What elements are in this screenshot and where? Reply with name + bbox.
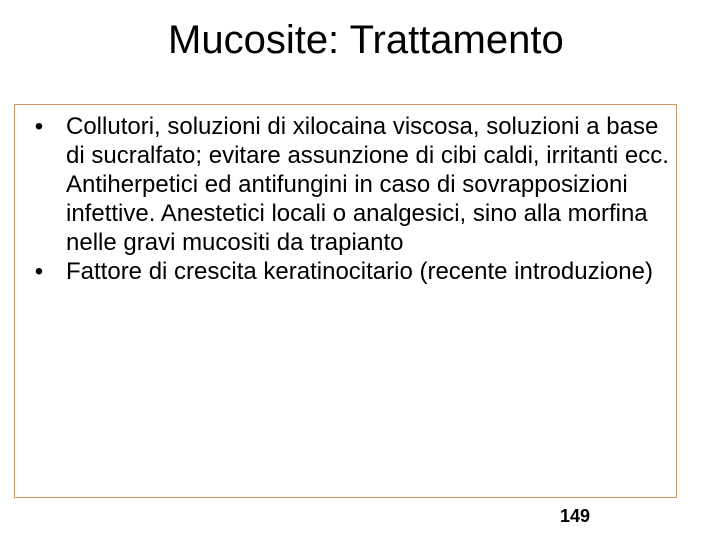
bullet-item <box>29 112 681 257</box>
content-box <box>14 104 681 498</box>
page-number: 149 <box>559 506 591 526</box>
bullet-item <box>29 257 669 286</box>
bullet-marker: • <box>34 258 44 285</box>
bullet-marker: • <box>34 113 44 140</box>
bullet-list <box>29 112 681 286</box>
bullet-text: Collutori, soluzioni di xilocaina viscosa, soluzioni a base di sucralfato; evitare assunzione di cibi caldi, irritanti ecc. Antiherpetici ed antifungini in caso di sovrapposizioni infettive. Anestetici locali o analgesici, sino alla morfina nelle gravi mucositi da trapianto <box>66 113 681 256</box>
slide-title: Mucosite: Trattamento <box>168 18 564 62</box>
bullet-text: Fattore di crescita keratinocitario (recente introduzione) <box>66 258 653 285</box>
